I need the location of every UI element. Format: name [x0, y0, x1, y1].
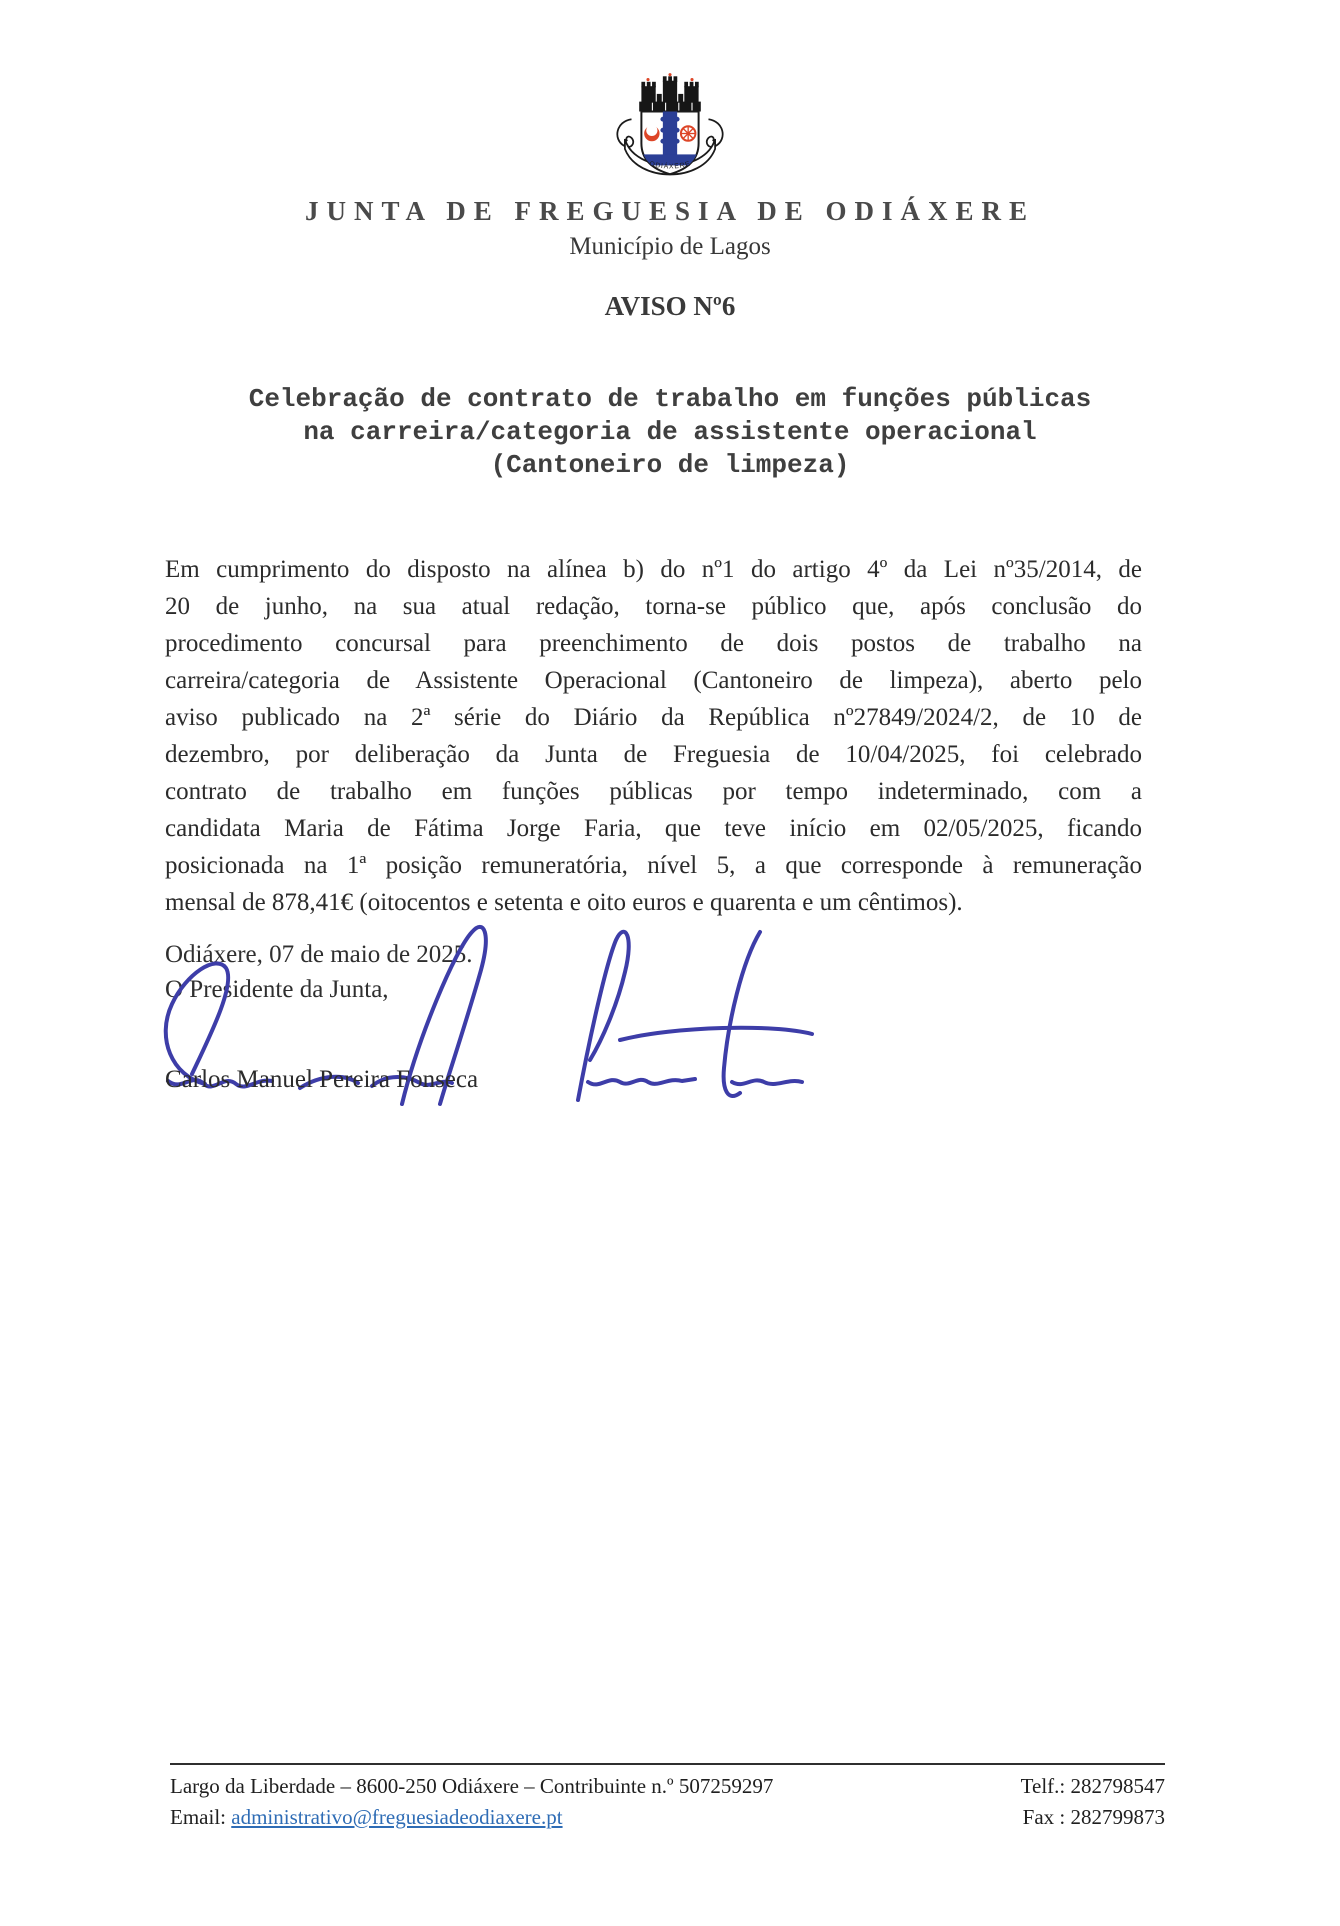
footer-email-row	[170, 1802, 773, 1833]
body-line: aviso publicado na 2ª série do Diário da República nº27849/2024/2, de 10 de	[165, 704, 1142, 731]
place-date: Odiáxere, 07 de maio de 2025.	[165, 941, 473, 968]
body-line: posicionada na 1ª posição remuneratória, nível 5, a que corresponde à remuneração	[165, 852, 1142, 879]
crest-banner-label: ODIÁXERE	[648, 160, 692, 171]
crest-wheel-icon	[681, 126, 696, 141]
signer-title: O Presidente da Junta,	[165, 976, 389, 1003]
footer-left	[170, 1771, 773, 1833]
body-line: 20 de junho, na sua atual redação, torna-se público que, após conclusão do	[165, 593, 1142, 620]
page-footer	[170, 1763, 1165, 1833]
body-line: procedimento concursal para preenchimento de dois postos de trabalho na	[165, 630, 1142, 657]
footer-email-label: Email:	[170, 1805, 226, 1829]
footer-fax: Fax : 282799873	[1022, 1805, 1165, 1829]
notice-body	[165, 551, 1142, 921]
signer-name: Carlos Manuel Pereira Fonseca	[165, 1066, 479, 1093]
subject-line: (Cantoneiro de limpeza)	[490, 450, 850, 480]
organization-name: JUNTA DE FREGUESIA DE ODIÁXERE	[304, 196, 1036, 226]
body-line: carreira/categoria de Assistente Operacional (Cantoneiro de limpeza), aberto pelo	[165, 667, 1142, 694]
notice-subject	[0, 383, 1340, 482]
body-line: mensal de 878,41€ (oitocentos e setenta e oito euros e quarenta e um cêntimos).	[165, 889, 963, 916]
municipal-crest	[604, 64, 736, 192]
footer-right	[1021, 1771, 1165, 1833]
footer-address: Largo da Liberdade – 8600-250 Odiáxere – Contribuinte n.º 507259297	[170, 1774, 774, 1798]
footer-email-link[interactable]: administrativo@freguesiadeodiaxere.pt	[231, 1805, 563, 1829]
body-line: dezembro, por deliberação da Junta de Freguesia de 10/04/2025, foi celebrado	[165, 741, 1142, 768]
municipality-name: Município de Lagos	[569, 233, 771, 260]
notice-title: AVISO Nº6	[604, 291, 736, 321]
subject-line: Celebração de contrato de trabalho em funções públicas	[248, 384, 1092, 414]
subject-line: na carreira/categoria de assistente operacional	[303, 417, 1037, 447]
footer-phone: Telf.: 282798547	[1020, 1774, 1165, 1798]
signature-block	[165, 937, 985, 1007]
body-line: Em cumprimento do disposto na alínea b) do nº1 do artigo 4º da Lei nº35/2014, de	[165, 556, 1142, 583]
body-line: candidata Maria de Fátima Jorge Faria, que teve início em 02/05/2025, ficando	[165, 815, 1142, 842]
body-line: contrato de trabalho em funções públicas por tempo indeterminado, com a	[165, 778, 1142, 805]
crest-crown-icon	[639, 73, 701, 111]
